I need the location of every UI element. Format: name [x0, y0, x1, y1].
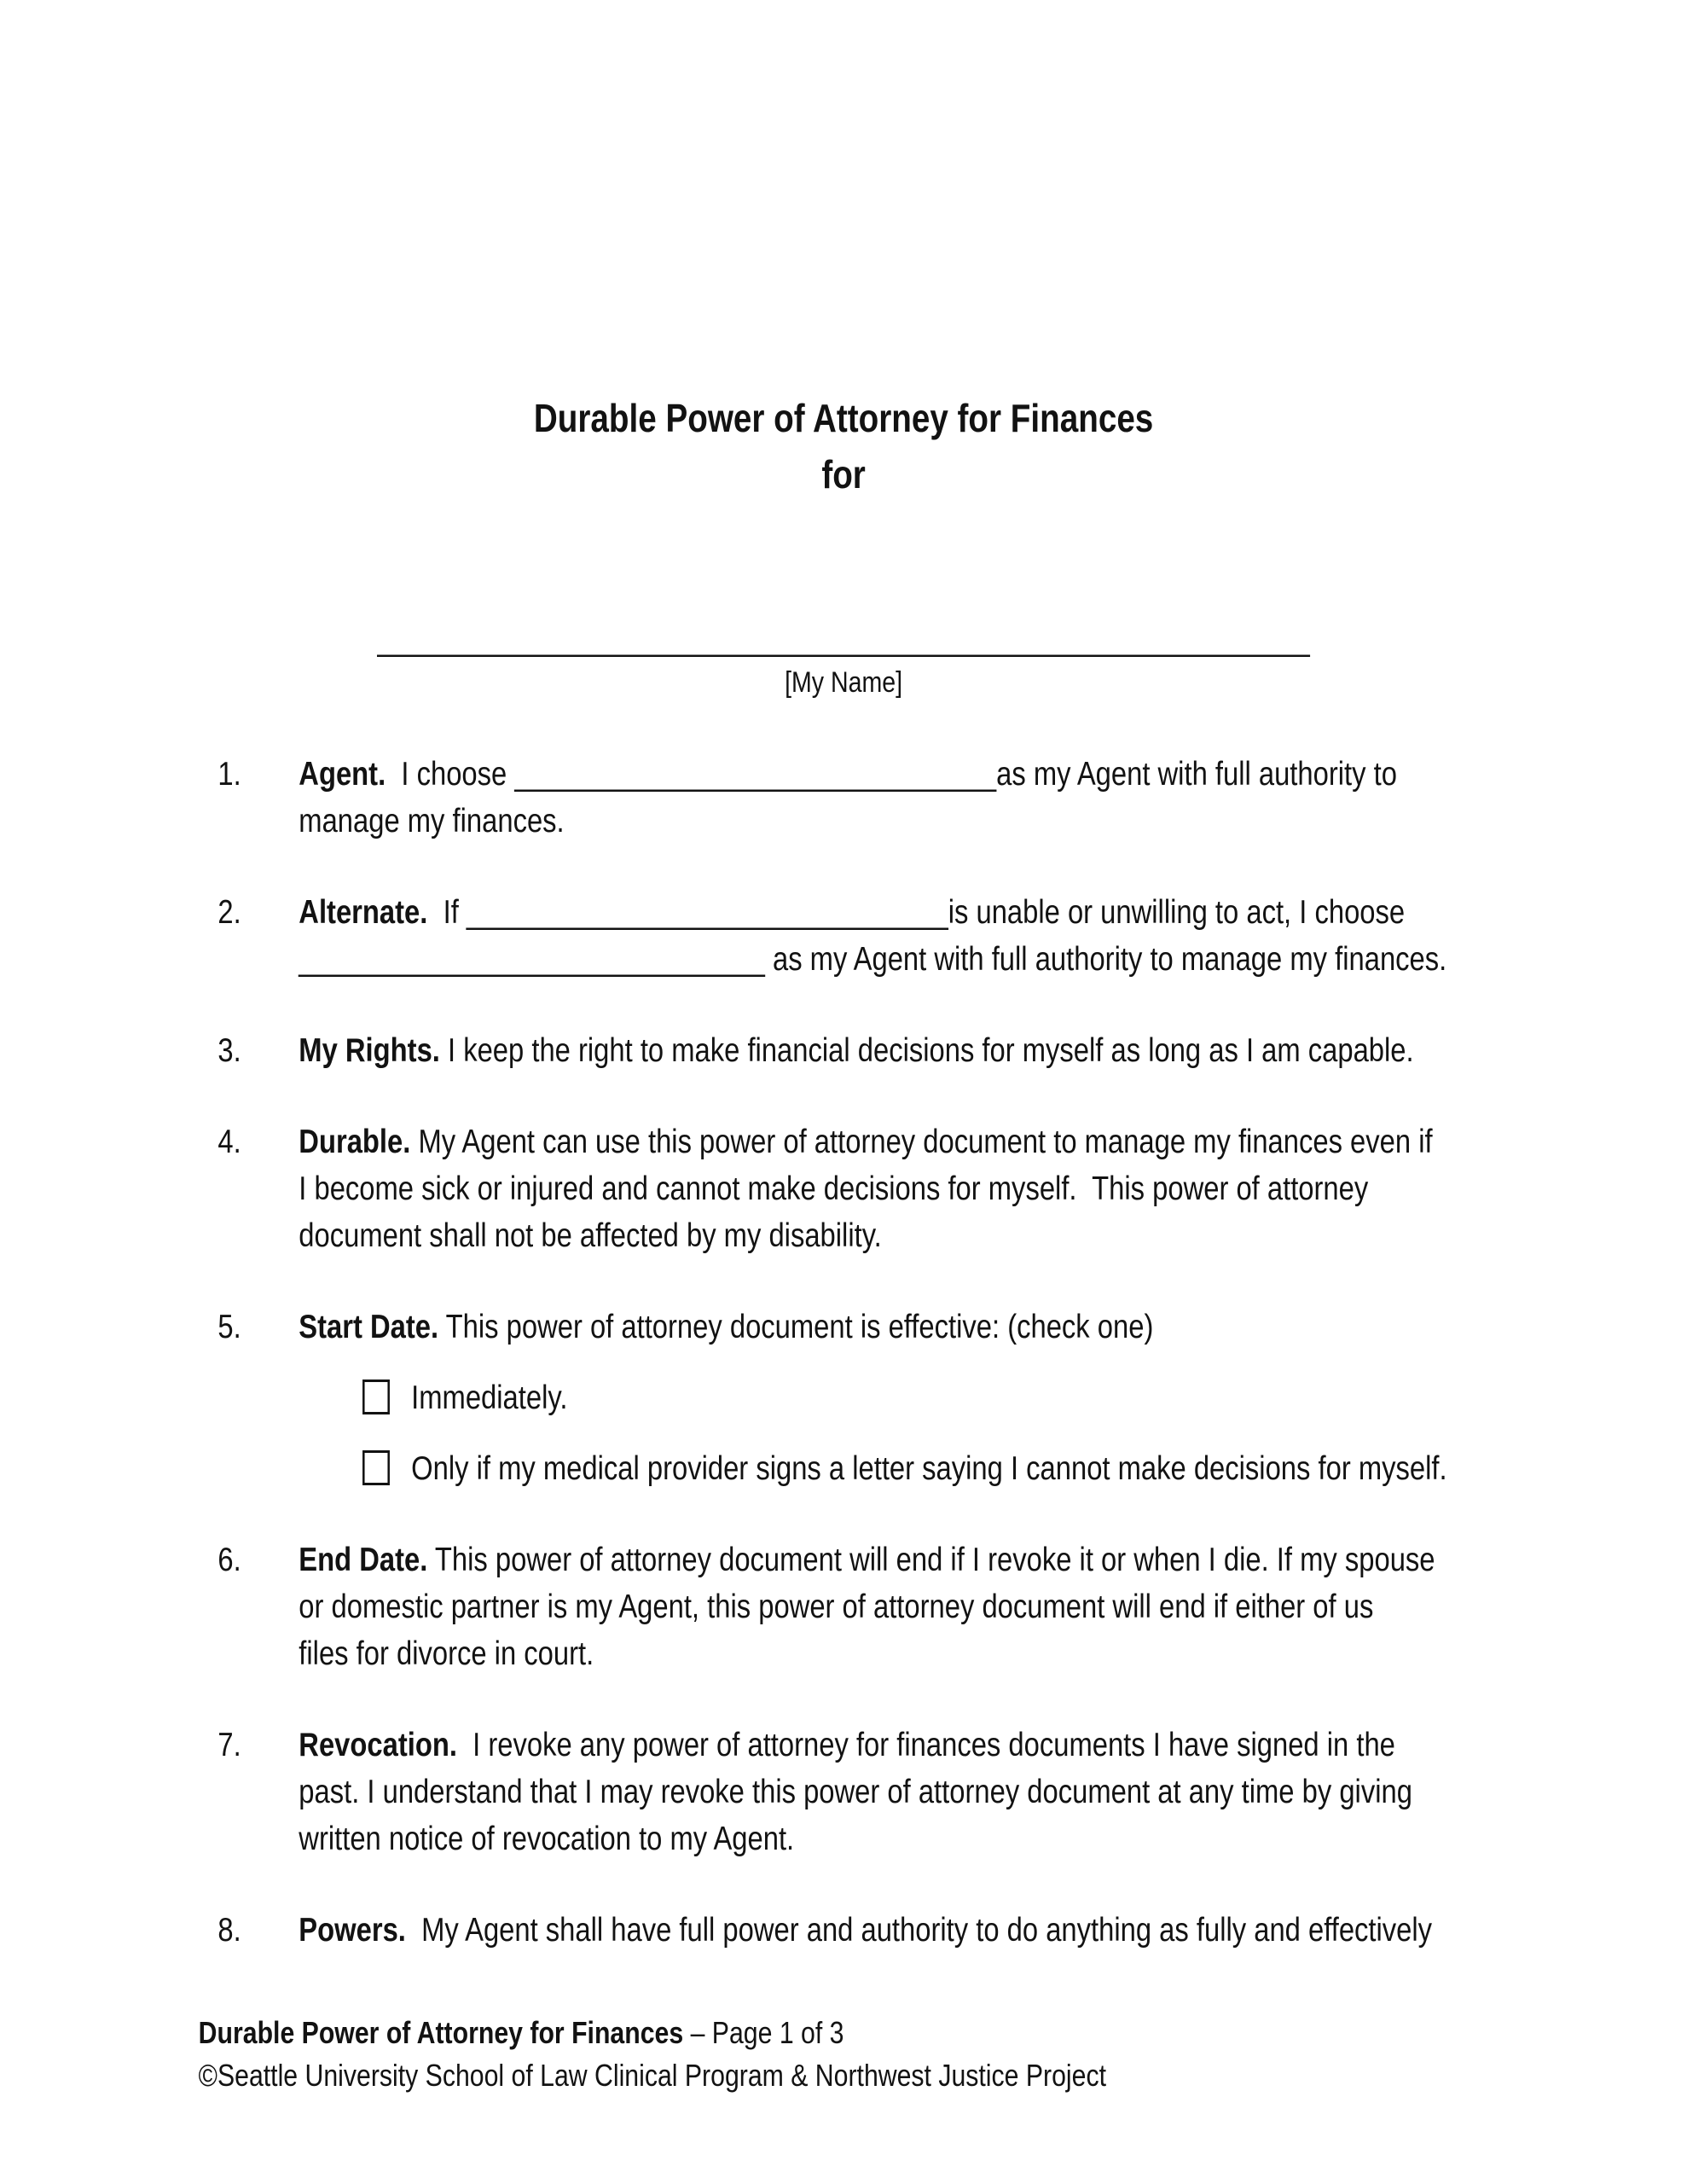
document-title-for: for: [821, 452, 866, 497]
document-title: Durable Power of Attorney for Finances: [533, 396, 1154, 440]
item-heading: My Rights.: [299, 1032, 440, 1069]
list-item: [0, 1027, 1687, 1074]
item-heading: Agent.: [299, 756, 386, 793]
item-text: [299, 1536, 1544, 1677]
list-item: [0, 889, 1687, 983]
item-text-run: My Agent shall have full power and authority to do anything as fully and effectively: [405, 1912, 1433, 1949]
item-text: [299, 889, 1544, 983]
item-heading: Revocation.: [299, 1727, 457, 1763]
footer-line1: [199, 2012, 1106, 2054]
item-text-run: document shall not be affected by my disability.: [299, 1217, 882, 1254]
checkbox-icon[interactable]: [362, 1450, 390, 1485]
blank-field[interactable]: _______________________________: [466, 894, 948, 931]
item-text-run: is unable or unwilling to act, I choose: [948, 894, 1406, 931]
list-item: [0, 1118, 1687, 1259]
item-text-run: This power of attorney document will end if I revoke it or when I die. If my spouse: [427, 1542, 1435, 1578]
item-text: [299, 1027, 1544, 1074]
item-number: 4.: [217, 1124, 241, 1160]
checkbox-label: Only if my medical provider signs a letter saying I cannot make decisions for myself.: [411, 1450, 1447, 1487]
item-heading: Start Date.: [299, 1309, 439, 1345]
items-list: [0, 751, 1687, 1954]
item-number: 5.: [217, 1309, 241, 1345]
item-text-run: manage my finances.: [299, 803, 565, 839]
item-text-run: as my Agent with full authority to: [996, 756, 1397, 793]
item-number: 8.: [217, 1912, 241, 1949]
blank-field[interactable]: ______________________________: [299, 941, 765, 978]
blank-field[interactable]: _______________________________: [514, 756, 997, 793]
item-number: 6.: [217, 1542, 241, 1578]
item-text: [299, 1304, 1544, 1492]
item-text-run: I keep the right to make financial decisions for myself as long as I am capable.: [439, 1032, 1414, 1069]
item-text-run: or domestic partner is my Agent, this power of attorney document will end if either of us: [299, 1589, 1374, 1625]
item-number: 2.: [217, 894, 241, 931]
item-text: [299, 751, 1544, 845]
item-text-run: This power of attorney document is effective: (check one): [438, 1309, 1154, 1345]
list-item: [0, 1907, 1687, 1954]
item-text-run: I choose: [386, 756, 515, 793]
list-item: [0, 1536, 1687, 1677]
document-title-block: [0, 390, 1687, 502]
footer-doc-title: Durable Power of Attorney for Finances: [198, 2015, 684, 2050]
checkbox-label: Immediately.: [411, 1380, 568, 1416]
item-text-run: past. I understand that I may revoke this power of attorney document at any time by giving: [299, 1774, 1412, 1810]
item-text-run: I revoke any power of attorney for finances documents I have signed in the: [456, 1727, 1395, 1763]
checkbox-option: [299, 1374, 1544, 1421]
footer-copyright: ©Seattle University School of Law Clinical Program & Northwest Justice Project: [198, 2058, 1106, 2093]
page-footer: [199, 2012, 1106, 2097]
item-heading: End Date.: [299, 1542, 428, 1578]
item-text-run: written notice of revocation to my Agent.: [299, 1821, 795, 1857]
item-text: [299, 1907, 1544, 1954]
item-text-run: If: [427, 894, 467, 931]
item-number: 1.: [217, 756, 241, 793]
item-text-run: as my Agent with full authority to manage my finances.: [764, 941, 1447, 978]
item-heading: Durable.: [299, 1124, 411, 1160]
list-item: [0, 751, 1687, 845]
item-text-run: My Agent can use this power of attorney document to manage my finances even if: [410, 1124, 1433, 1160]
checkbox-option: [299, 1445, 1544, 1492]
item-number: 3.: [217, 1032, 241, 1069]
checkbox-options: [299, 1374, 1544, 1492]
item-number: 7.: [217, 1727, 241, 1763]
item-text-run: files for divorce in court.: [299, 1635, 594, 1672]
item-heading: Alternate.: [299, 894, 428, 931]
item-text-run: I become sick or injured and cannot make decisions for myself. This power of attorney: [299, 1170, 1369, 1207]
item-text: [299, 1118, 1544, 1259]
list-item: [0, 1304, 1687, 1492]
name-caption: [My Name]: [785, 666, 903, 699]
name-blank-line[interactable]: ____________________________________________________________: [377, 621, 1310, 658]
checkbox-icon[interactable]: [362, 1380, 390, 1414]
item-text: [299, 1722, 1544, 1862]
footer-page-number: – Page 1 of 3: [683, 2015, 844, 2050]
item-heading: Powers.: [299, 1912, 406, 1949]
list-item: [0, 1722, 1687, 1862]
